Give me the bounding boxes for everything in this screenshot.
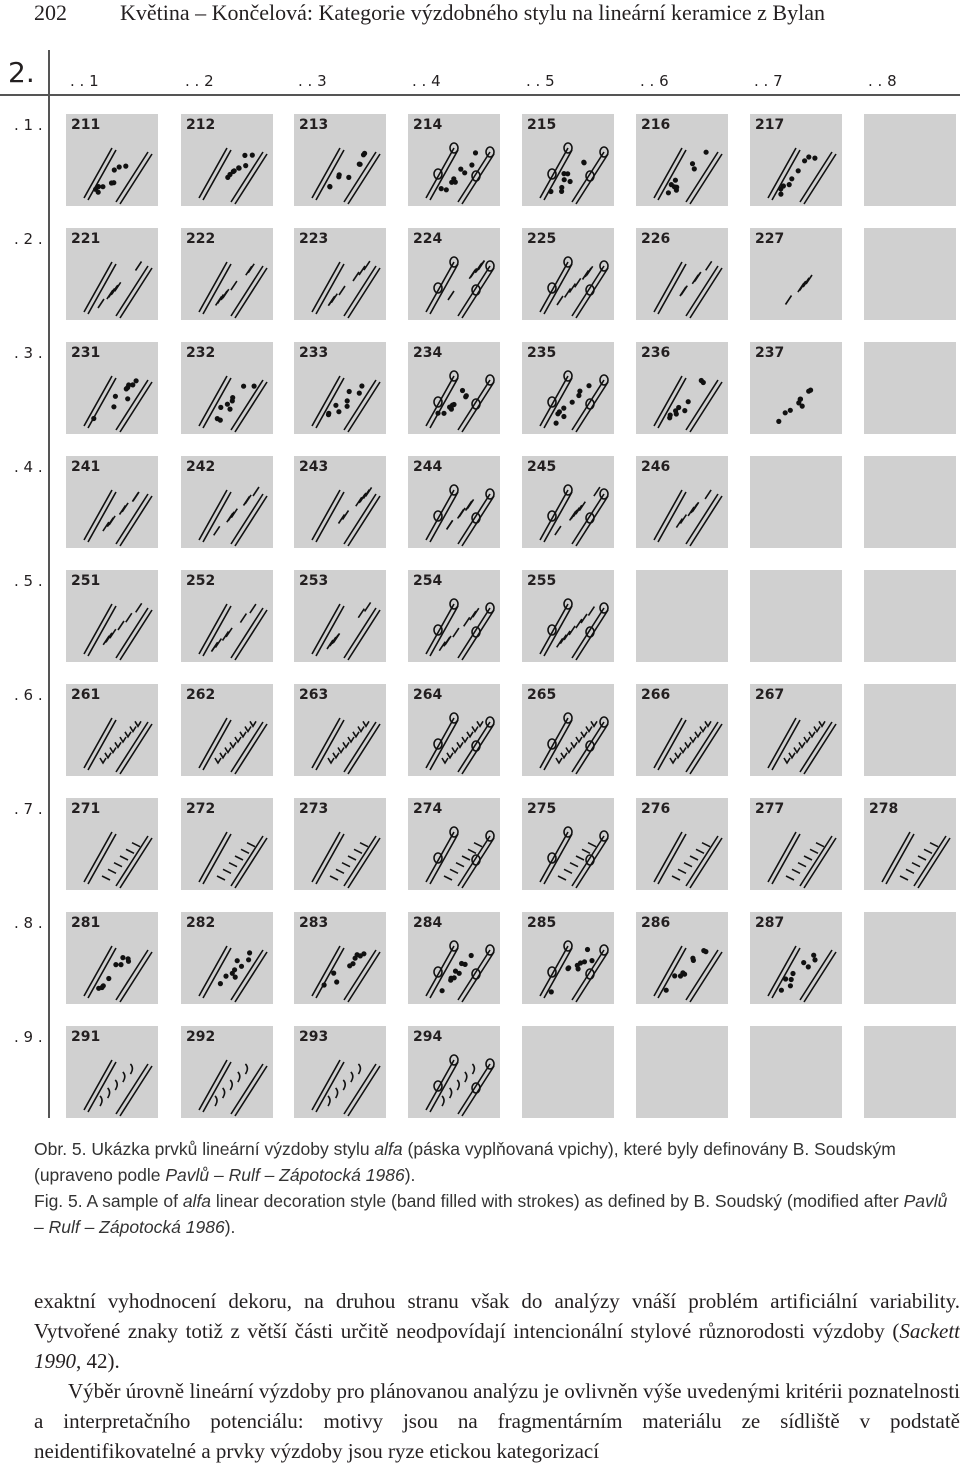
empty-cell bbox=[864, 342, 956, 434]
empty-cell bbox=[750, 1026, 842, 1118]
caption-cz-text-2: (páska vyplňovaná vpichy), které byly definovány B. Soudským (upraveno podle bbox=[34, 1139, 896, 1185]
motif-cell bbox=[181, 570, 273, 662]
motif-number: 275 bbox=[527, 801, 557, 817]
motif-cell bbox=[522, 912, 614, 1004]
motif-cell bbox=[294, 456, 386, 548]
empty-cell bbox=[864, 228, 956, 320]
row-label: . 8 . bbox=[14, 914, 43, 932]
motif-number: 294 bbox=[413, 1029, 443, 1045]
caption-cz-text: Obr. 5. Ukázka prvků lineární výzdoby stylu bbox=[34, 1139, 375, 1159]
motif-cell bbox=[750, 114, 842, 206]
motif-cell bbox=[408, 114, 500, 206]
vertical-axis-line bbox=[48, 50, 50, 1118]
motif-number: 224 bbox=[413, 231, 443, 247]
motif-cell bbox=[636, 798, 728, 890]
motif-number: 216 bbox=[641, 117, 671, 133]
motif-number: 292 bbox=[186, 1029, 216, 1045]
caption-english bbox=[34, 1188, 960, 1240]
paragraph-1-text-end: , 42). bbox=[76, 1349, 120, 1373]
motif-number: 262 bbox=[186, 687, 216, 703]
motif-cell bbox=[522, 228, 614, 320]
motif-cell bbox=[522, 342, 614, 434]
motif-cell bbox=[294, 1026, 386, 1118]
column-label: . . 6 bbox=[640, 72, 669, 90]
caption-en-text-3: ). bbox=[224, 1217, 236, 1237]
motif-cell bbox=[66, 912, 158, 1004]
motif-number: 266 bbox=[641, 687, 671, 703]
motif-cell bbox=[636, 342, 728, 434]
motif-number: 227 bbox=[755, 231, 785, 247]
row-label: . 1 . bbox=[14, 116, 43, 134]
motif-cell bbox=[750, 342, 842, 434]
motif-number: 237 bbox=[755, 345, 785, 361]
empty-cell bbox=[522, 1026, 614, 1118]
row-label: . 6 . bbox=[14, 686, 43, 704]
figure-caption bbox=[34, 1136, 960, 1240]
column-label: . . 8 bbox=[868, 72, 897, 90]
column-label: . . 1 bbox=[70, 72, 99, 90]
column-label: . . 2 bbox=[185, 72, 214, 90]
motif-number: 271 bbox=[71, 801, 101, 817]
motif-number: 265 bbox=[527, 687, 557, 703]
motif-number: 244 bbox=[413, 459, 443, 475]
motif-number: 278 bbox=[869, 801, 899, 817]
motif-number: 293 bbox=[299, 1029, 329, 1045]
motif-number: 291 bbox=[71, 1029, 101, 1045]
empty-cell bbox=[864, 684, 956, 776]
row-label: . 3 . bbox=[14, 344, 43, 362]
motif-number: 273 bbox=[299, 801, 329, 817]
body-text bbox=[34, 1286, 960, 1466]
motif-number: 221 bbox=[71, 231, 101, 247]
column-label: . . 7 bbox=[754, 72, 783, 90]
motif-number: 253 bbox=[299, 573, 329, 589]
row-label: . 4 . bbox=[14, 458, 43, 476]
motif-number: 242 bbox=[186, 459, 216, 475]
motif-cell bbox=[66, 228, 158, 320]
motif-cell bbox=[66, 342, 158, 434]
motif-number: 212 bbox=[186, 117, 216, 133]
decoration-elements-figure bbox=[0, 50, 960, 1120]
empty-cell bbox=[864, 114, 956, 206]
motif-number: 233 bbox=[299, 345, 329, 361]
motif-number: 243 bbox=[299, 459, 329, 475]
motif-number: 267 bbox=[755, 687, 785, 703]
motif-number: 231 bbox=[71, 345, 101, 361]
row-label: . 2 . bbox=[14, 230, 43, 248]
empty-cell bbox=[864, 912, 956, 1004]
motif-cell bbox=[750, 912, 842, 1004]
empty-cell bbox=[750, 456, 842, 548]
motif-cell bbox=[294, 228, 386, 320]
caption-czech bbox=[34, 1136, 960, 1188]
motif-cell bbox=[522, 798, 614, 890]
running-header bbox=[34, 0, 960, 26]
motif-cell bbox=[408, 228, 500, 320]
empty-cell bbox=[864, 1026, 956, 1118]
caption-cz-alfa: alfa bbox=[374, 1139, 403, 1159]
motif-cell bbox=[294, 798, 386, 890]
motif-cell bbox=[181, 228, 273, 320]
caption-en-text-2: linear decoration style (band filled with strokes) as defined by B. Soudský (modified after bbox=[211, 1191, 904, 1211]
motif-number: 286 bbox=[641, 915, 671, 931]
motif-number: 222 bbox=[186, 231, 216, 247]
motif-cell bbox=[294, 114, 386, 206]
motif-cell bbox=[181, 456, 273, 548]
motif-cell bbox=[636, 228, 728, 320]
paragraph-1 bbox=[34, 1286, 960, 1376]
motif-cell bbox=[294, 684, 386, 776]
motif-cell bbox=[181, 684, 273, 776]
motif-number: 211 bbox=[71, 117, 101, 133]
column-label: . . 3 bbox=[298, 72, 327, 90]
empty-cell bbox=[636, 570, 728, 662]
motif-cell bbox=[294, 912, 386, 1004]
motif-cell bbox=[408, 684, 500, 776]
motif-number: 283 bbox=[299, 915, 329, 931]
motif-number: 251 bbox=[71, 573, 101, 589]
page-number: 202 bbox=[34, 0, 67, 25]
motif-cell bbox=[636, 912, 728, 1004]
motif-number: 234 bbox=[413, 345, 443, 361]
caption-en-text: Fig. 5. A sample of bbox=[34, 1191, 183, 1211]
caption-en-alfa: alfa bbox=[182, 1191, 212, 1211]
motif-number: 282 bbox=[186, 915, 216, 931]
empty-cell bbox=[636, 1026, 728, 1118]
motif-number: 264 bbox=[413, 687, 443, 703]
motif-cell bbox=[66, 1026, 158, 1118]
motif-cell bbox=[636, 684, 728, 776]
motif-number: 223 bbox=[299, 231, 329, 247]
motif-cell bbox=[294, 342, 386, 434]
motif-cell bbox=[66, 456, 158, 548]
motif-number: 225 bbox=[527, 231, 557, 247]
motif-number: 241 bbox=[71, 459, 101, 475]
motif-number: 236 bbox=[641, 345, 671, 361]
paragraph-1-reference: Sackett 1990 bbox=[34, 1319, 960, 1373]
motif-cell bbox=[750, 684, 842, 776]
motif-cell bbox=[750, 228, 842, 320]
motif-cell bbox=[864, 798, 956, 890]
figure-corner-label: 2. bbox=[8, 56, 35, 89]
column-label: . . 4 bbox=[412, 72, 441, 90]
motif-number: 281 bbox=[71, 915, 101, 931]
motif-cell bbox=[522, 570, 614, 662]
motif-cell bbox=[181, 114, 273, 206]
motif-cell bbox=[522, 684, 614, 776]
motif-cell bbox=[408, 342, 500, 434]
motif-number: 215 bbox=[527, 117, 557, 133]
motif-cell bbox=[66, 114, 158, 206]
row-label: . 5 . bbox=[14, 572, 43, 590]
motif-number: 226 bbox=[641, 231, 671, 247]
motif-cell bbox=[294, 570, 386, 662]
running-title: Květina – Končelová: Kategorie výzdobného stylu na lineární keramice z Bylan bbox=[120, 0, 825, 25]
motif-cell bbox=[522, 456, 614, 548]
paragraph-2: Výběr úrovně lineární výzdoby pro plánovanou analýzu je ovlivněn výše uvedenými kritérii poznatelnosti a interpretačního potenciálu: motivy jsou na fragmentárním materiálu ze sídliště v podstatě neidentifikovatelné a prvky výzdoby jsou ryze etickou kategorizací bbox=[34, 1379, 960, 1463]
caption-en-reference: Pavlů – Rulf – Zápotocká 1986 bbox=[34, 1191, 948, 1237]
motif-number: 255 bbox=[527, 573, 557, 589]
motif-cell bbox=[522, 114, 614, 206]
motif-cell bbox=[408, 456, 500, 548]
motif-number: 245 bbox=[527, 459, 557, 475]
motif-cell bbox=[181, 1026, 273, 1118]
motif-number: 235 bbox=[527, 345, 557, 361]
motif-cell bbox=[636, 114, 728, 206]
motif-number: 232 bbox=[186, 345, 216, 361]
motif-number: 287 bbox=[755, 915, 785, 931]
empty-cell bbox=[864, 570, 956, 662]
motif-cell bbox=[181, 342, 273, 434]
horizontal-axis-line bbox=[0, 94, 960, 96]
motif-number: 214 bbox=[413, 117, 443, 133]
motif-number: 246 bbox=[641, 459, 671, 475]
motif-number: 276 bbox=[641, 801, 671, 817]
motif-number: 252 bbox=[186, 573, 216, 589]
motif-cell bbox=[636, 456, 728, 548]
motif-number: 263 bbox=[299, 687, 329, 703]
motif-cell bbox=[66, 570, 158, 662]
motif-number: 285 bbox=[527, 915, 557, 931]
motif-cell bbox=[66, 798, 158, 890]
motif-number: 213 bbox=[299, 117, 329, 133]
motif-number: 217 bbox=[755, 117, 785, 133]
column-label: . . 5 bbox=[526, 72, 555, 90]
motif-number: 274 bbox=[413, 801, 443, 817]
motif-cell bbox=[181, 912, 273, 1004]
motif-number: 254 bbox=[413, 573, 443, 589]
motif-cell bbox=[408, 570, 500, 662]
motif-number: 284 bbox=[413, 915, 443, 931]
row-label: . 7 . bbox=[14, 800, 43, 818]
empty-cell bbox=[750, 570, 842, 662]
motif-number: 277 bbox=[755, 801, 785, 817]
motif-cell bbox=[181, 798, 273, 890]
row-label: . 9 . bbox=[14, 1028, 43, 1046]
caption-cz-text-3: ). bbox=[404, 1165, 416, 1185]
motif-cell bbox=[408, 798, 500, 890]
motif-cell bbox=[66, 684, 158, 776]
caption-cz-reference: Pavlů – Rulf – Zápotocká 1986 bbox=[165, 1165, 405, 1185]
paragraph-1-text: exaktní vyhodnocení dekoru, na druhou stranu však do analýzy vnáší problém artificiální variability. Vytvořené znaky totiž z větší části určitě neodpovídají intencionální stylové různorodosti výzdoby ( bbox=[34, 1289, 960, 1343]
motif-cell bbox=[408, 912, 500, 1004]
motif-number: 261 bbox=[71, 687, 101, 703]
empty-cell bbox=[864, 456, 956, 548]
motif-cell bbox=[750, 798, 842, 890]
motif-cell bbox=[408, 1026, 500, 1118]
motif-number: 272 bbox=[186, 801, 216, 817]
